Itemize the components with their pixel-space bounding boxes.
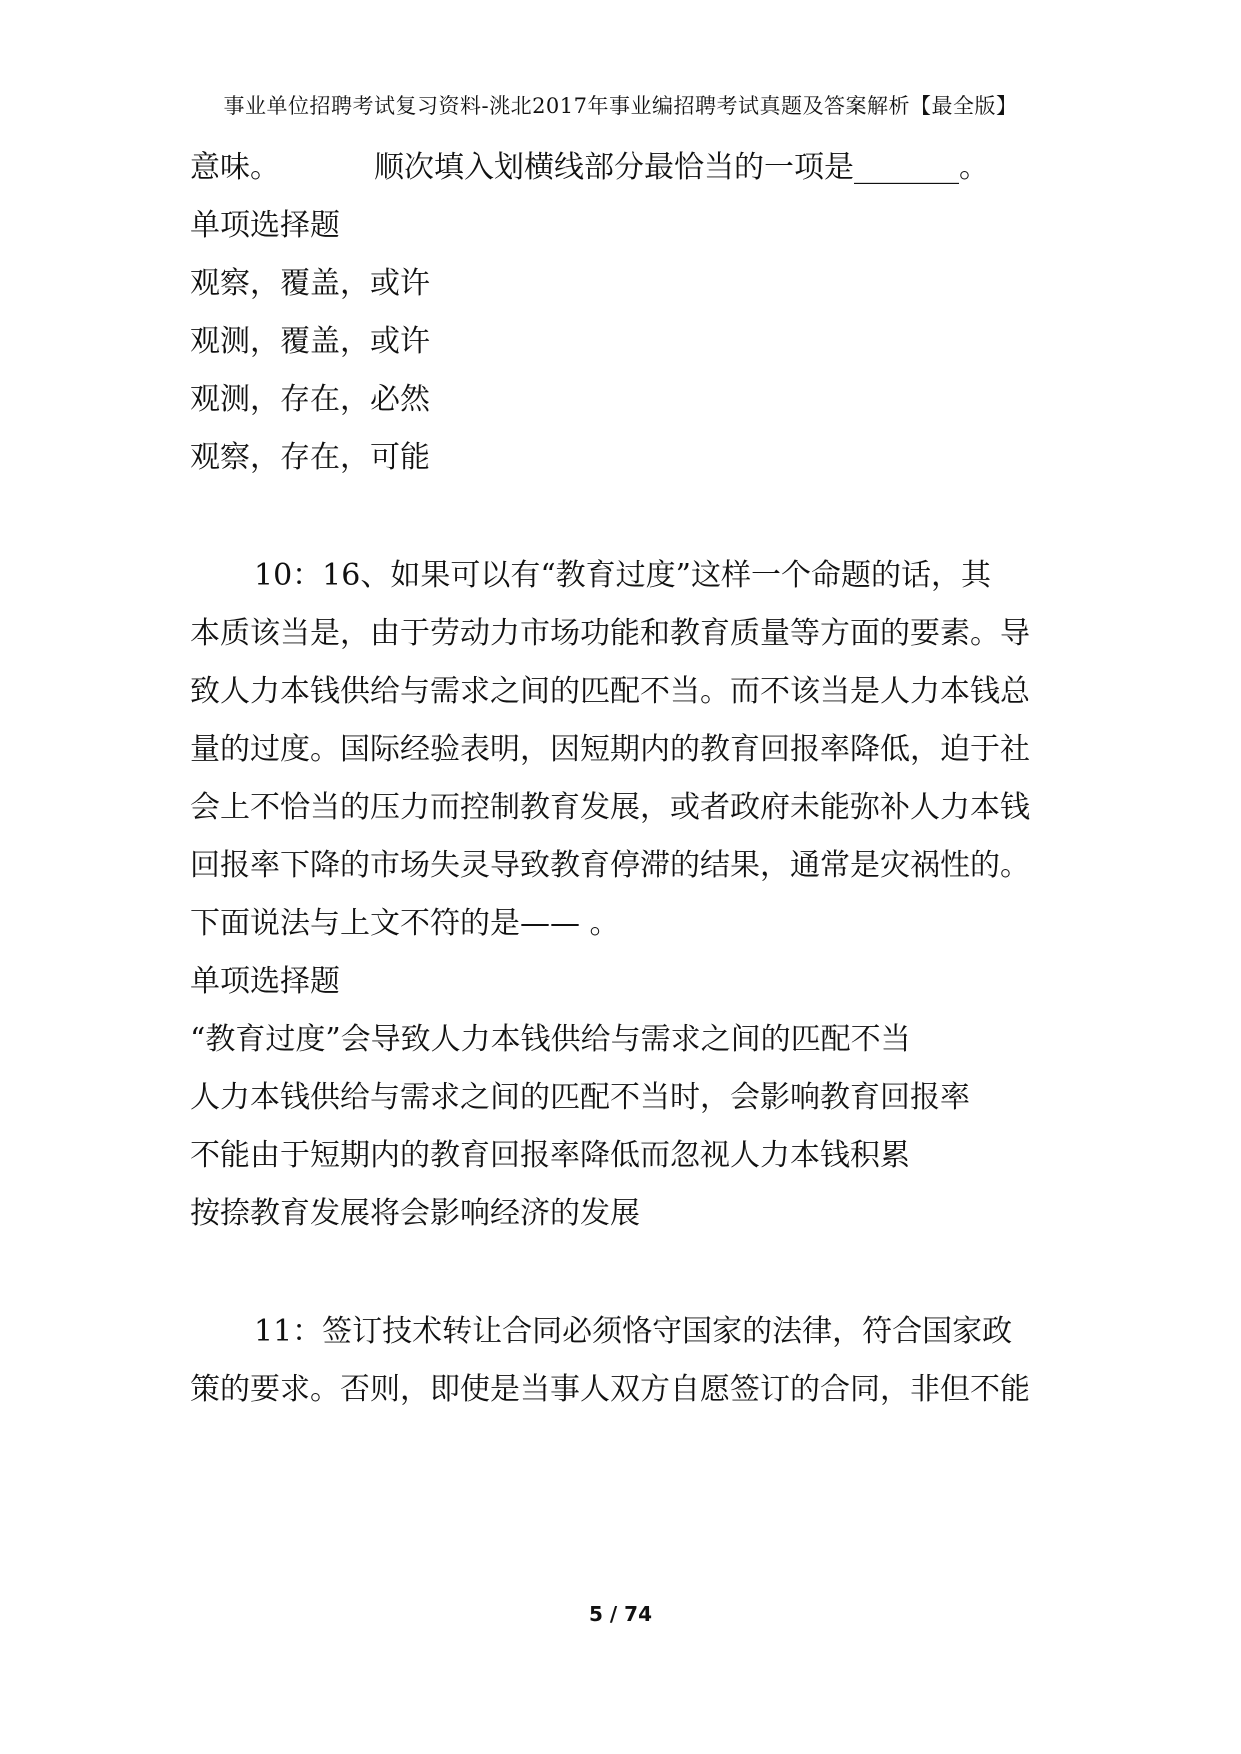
q9-type: 单项选择题 [190, 208, 340, 243]
q11-line-1: 11：签订技术转让合同必须恪守国家的法律，符合国家政 [254, 1314, 1013, 1349]
q10-line-6: 回报率下降的市场失灵导致教育停滞的结果，通常是灾祸性的。 [190, 848, 1030, 883]
q9-prompt: 顺次填入划横线部分最恰当的一项是_______。 [374, 150, 989, 185]
q10-line-4: 量的过度。国际经验表明，因短期内的教育回报率降低，迫于社 [190, 732, 1030, 767]
page-header: 事业单位招聘考试复习资料-洮北2017年事业编招聘考试真题及答案解析【最全版】 [223, 94, 1018, 118]
q10-type: 单项选择题 [190, 964, 340, 999]
q9-prompt-line [190, 148, 989, 188]
q10-option-c: 不能由于短期内的教育回报率降低而忽视人力本钱积累 [190, 1138, 910, 1173]
q9-tail: 意味。 [190, 150, 280, 185]
q10-line-2: 本质该当是，由于劳动力市场功能和教育质量等方面的要素。导 [190, 616, 1030, 651]
q10-option-a: “教育过度”会导致人力本钱供给与需求之间的匹配不当 [190, 1022, 911, 1057]
q10-line-7: 下面说法与上文不符的是—— 。 [190, 906, 620, 941]
page-number: 5 / 74 [589, 1602, 652, 1626]
q9-option-c: 观测，存在，必然 [190, 382, 430, 417]
q10-line-1: 10：16、如果可以有“教育过度”这样一个命题的话，其 [254, 558, 992, 593]
q11-line-2: 策的要求。否则，即使是当事人双方自愿签订的合同，非但不能 [190, 1372, 1030, 1407]
q9-option-d: 观察，存在，可能 [190, 440, 430, 475]
q10-option-b: 人力本钱供给与需求之间的匹配不当时，会影响教育回报率 [190, 1080, 970, 1115]
q10-line-3: 致人力本钱供给与需求之间的匹配不当。而不该当是人力本钱总 [190, 674, 1030, 709]
q10-line-5: 会上不恰当的压力而控制教育发展，或者政府未能弥补人力本钱 [190, 790, 1030, 825]
q9-option-b: 观测，覆盖，或许 [190, 324, 430, 359]
q10-option-d: 按捺教育发展将会影响经济的发展 [190, 1196, 640, 1231]
q9-option-a: 观察，覆盖，或许 [190, 266, 430, 301]
